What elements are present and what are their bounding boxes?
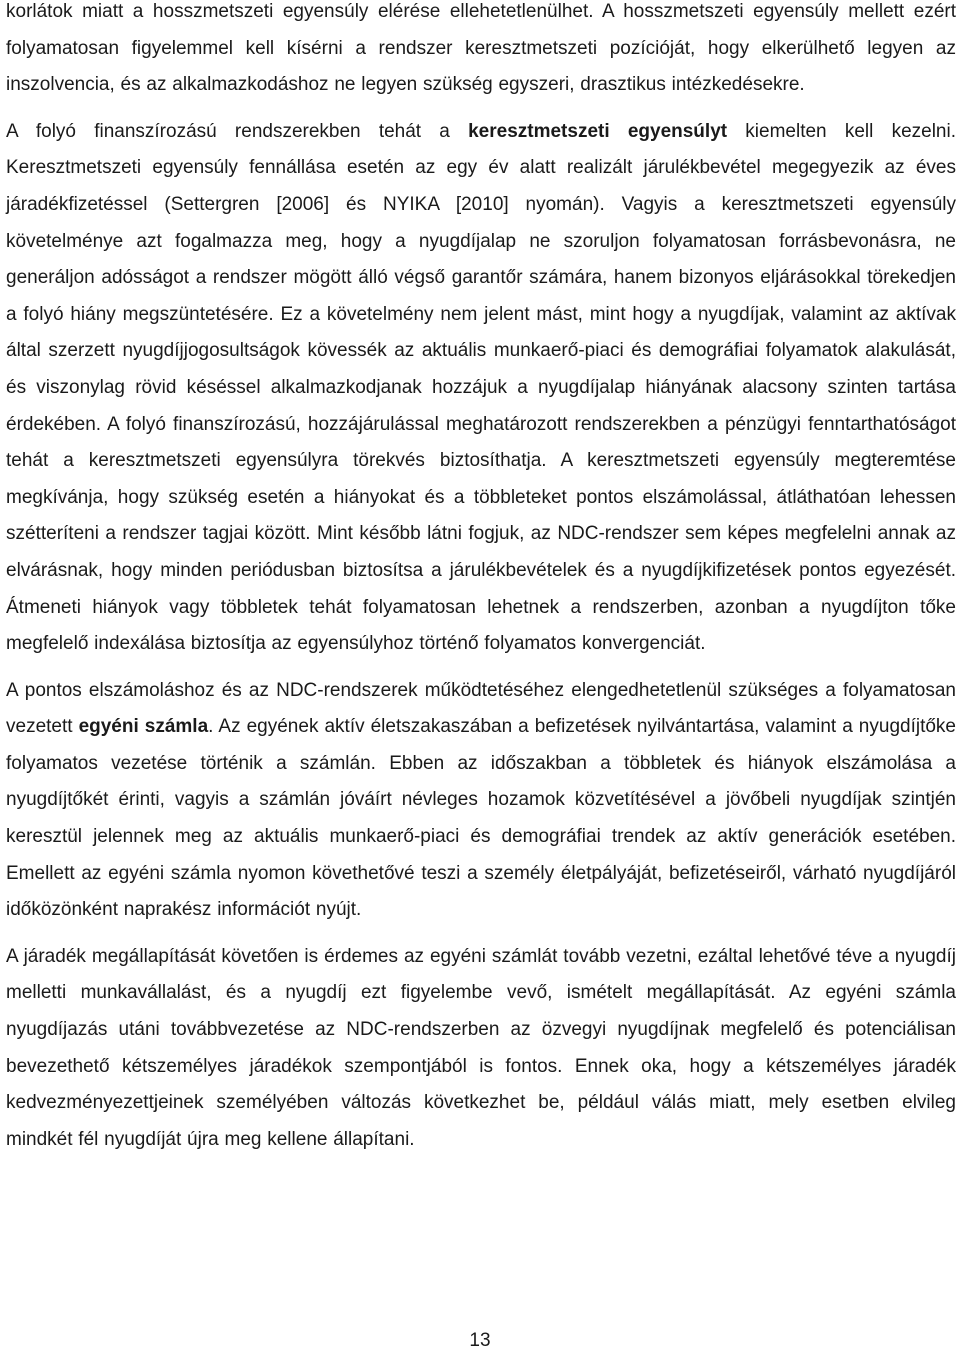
paragraph-4	[6, 939, 956, 1159]
paragraph-1-text: korlátok miatt a hosszmetszeti egyensúly elérése ellehetetlenülhet. A hosszmetszeti egyensúly mellett ezért folyamatosan figyelemmel kell kísérni a rendszer keresztmetszeti pozícióját, hogy elkerülhető legyen az inszolvencia, és az alkalmazkodáshoz ne legyen szükség egyszeri, drasztikus intézkedésekre.	[6, 1, 956, 96]
paragraph-3	[6, 673, 956, 929]
paragraph-3-text-a: A pontos elszámoláshoz és az NDC-rendszerek működtetéséhez elengedhetetlenül szükséges a folyamatosan vezetett	[6, 679, 956, 738]
document-page	[6, 0, 956, 1158]
paragraph-3-bold-term: egyéni számla	[78, 716, 209, 738]
paragraph-1	[6, 0, 956, 104]
page-number: 13	[469, 1330, 491, 1351]
paragraph-3-text-b: . Az egyének aktív életszakaszában a befizetések nyilvántartása, valamint a nyugdíjtőke folyamatos vezetése történik a számlán. Ebben az időszakban a többletek és hiányok elszámolása a nyugdíjtőkét érinti, vagyis a számlán jóváírt névleges hozamok közvetítésével a jövőbeli nyugdíjak szintjén keresztül jelennek meg az aktuális munkaerő-piaci és demográfiai trendek az aktív generációk esetében. Emellett az egyéni számla nyomon követhetővé teszi a személy életpályáját, befizetéseiről, várható nyugdíjáról időközönként naprakész információt nyújt.	[6, 716, 956, 921]
paragraph-2-bold-term: keresztmetszeti egyensúlyt	[468, 120, 728, 142]
paragraph-2-text-b: kiemelten kell kezelni. Keresztmetszeti egyensúly fennállása esetén az egy év alatt realizált járulékbevétel megegyezik az éves járadékfizetéssel (Settergren [2006] és NYIKA [2010] nyomán). Vagyis a keresztmetszeti egyensúly követelménye azt fogalmazza meg, hogy a nyugdíjalap ne szoruljon folyamatosan forrásbevonásra, ne generáljon adósságot a rendszer mögött álló végső garantőr számára, hanem bizonyos eljárásokkal törekedjen a folyó hiány megszüntetésére. Ez a követelmény nem jelent mást, mint hogy a nyugdíjak, valamint az aktívak által szerzett nyugdíjjogosultságok kövessék az aktuális munkaerő-piaci és demográfiai folyamatok alakulását, és viszonylag rövid késéssel alkalmazkodjanak hozzájuk a nyugdíjalap hiányának alacsony szinten tartása érdekében. A folyó finanszírozású, hozzájárulással meghatározott rendszerekben a pénzügyi fenntarthatóságot tehát a keresztmetszeti egyensúlyra törekvés biztosíthatja. A keresztmetszeti egyensúly megteremtése megkívánja, hogy szükség esetén a hiányokat és a többleteket pontos elszámolással, átláthatóan lehessen szétteríteni a rendszer tagjai között. Mint később látni fogjuk, az NDC-rendszer sem képes megfelelni annak az elvárásnak, hogy minden periódusban biztosítsa a járulékbevételek és a nyugdíjkifizetések pontos egyezését. Átmeneti hiányok vagy többletek tehát folyamatosan lehetnek a rendszerben, azonban a nyugdíjton tőke megfelelő indexálása biztosítja az egyensúlyhoz történő folyamatos konvergenciát.	[6, 120, 956, 655]
paragraph-4-text: A járadék megállapítását követően is érdemes az egyéni számlát tovább vezetni, ezáltal lehetővé téve a nyugdíj melletti munkavállalást, és a nyugdíj ezt figyelembe vevő, ismételt megállapítását. Az egyéni számla nyugdíjazás utáni továbbvezetése az NDC-rendszerben az özvegyi nyugdíjnak megfelelő és potenciálisan bevezethető kétszemélyes járadékok szempontjából is fontos. Ennek oka, hogy a kétszemélyes járadék kedvezményezettjeinek személyében változás következhet be, például válás miatt, mely esetben elvileg mindkét fél nyugdíját újra meg kellene állapítani.	[6, 945, 956, 1150]
paragraph-2	[6, 114, 956, 663]
paragraph-2-text-a: A folyó finanszírozású rendszerekben tehát a	[6, 120, 469, 142]
